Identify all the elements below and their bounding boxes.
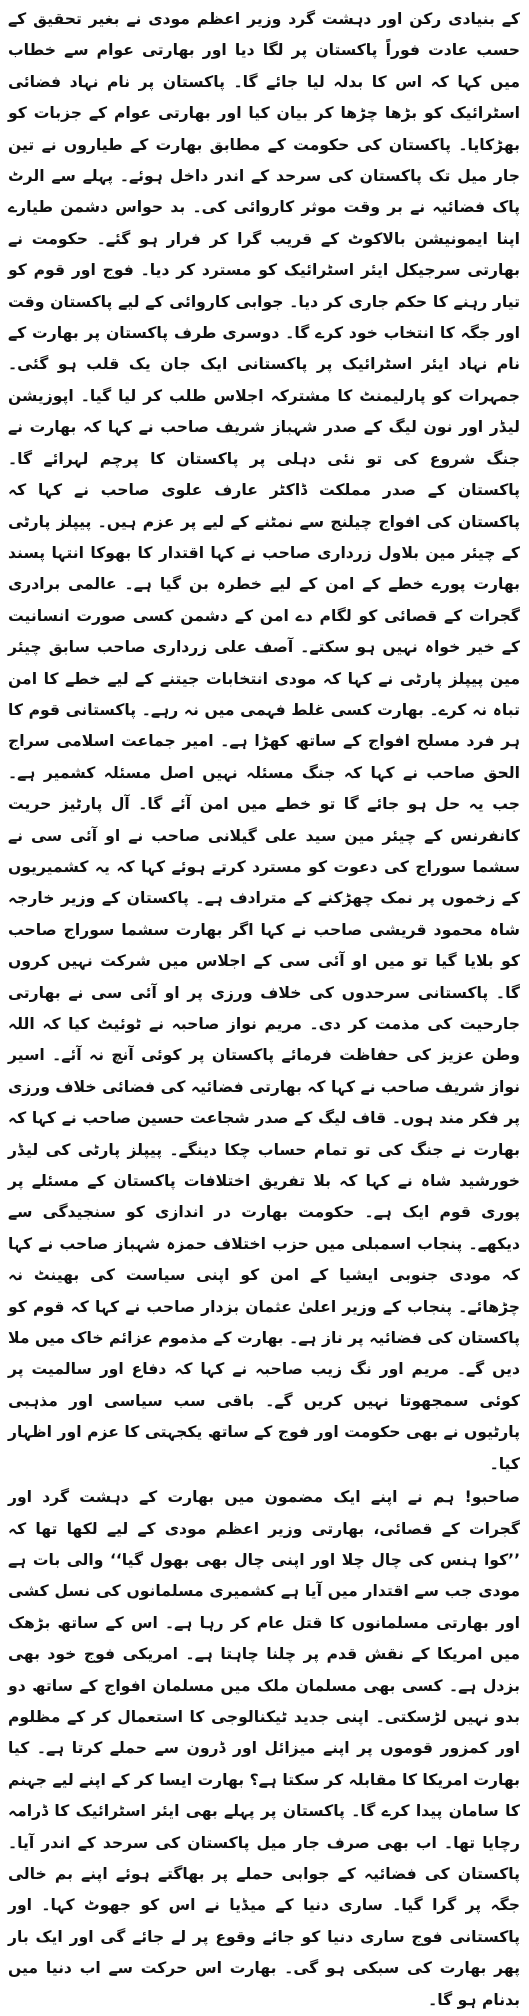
article-paragraph-1: کے بنیادی رکن اور دہشت گرد وزیر اعظم مودی نے بغیر تحقیق کے حسب عادت فوراً پاکستان پر لگا دیا اور بھارتی عوام سے خطاب میں کہا کہ اس کا بدلہ لیا جائے گا۔ پاکستان پر نام نہاد فضائی اسٹرائیک کو بڑھا چڑھا کر بیان کیا اور بھارتی عوام کے جزبات کو بھڑکایا۔ پاکستان کی حکومت کے مطابق بھارت کے طیاروں نے تین جار میل تک پاکستان کی سرحد کے اندر داخل ہوئے۔ پہلے سے الرٹ پاک فضائیہ نے بر وقت موثر کاروائی کی۔ بد حواس دشمن طیارے اپنا ایمونیشن بالاکوٹ کے قریب گرا کر فرار ہو گئے۔ حکومت نے بھارتی سرجیکل ایئر اسٹرائیک کو مسترد کر دیا۔ فوج اور قوم کو تیار رہنے کا حکم جاری کر دیا۔ جوابی کاروائی کے لیے پاکستان وقت اور جگہ کا انتخاب خود کرے گا۔ دوسری طرف پاکستان پر بھارت کے نام نہاد ایئر اسٹرائیک پر پاکستانی ایک جان یک قلب ہو گئی۔ جمہرات کو پارلیمنٹ کا مشترکہ اجلاس طلب کر لیا گیا۔ اپوزیشن لیڈر اور نون لیگ کے صدر شہباز شریف صاحب نے کہا کہ بھارت نے جنگ شروع کی تو نئی دہلی پر پاکستان کا پرچم لہرائے گا۔ پاکستان کے صدر مملکت ڈاکٹر عارف علوی صاحب نے کہا کہ پاکستان کی افواج چیلنج سے نمٹنے کے لیے پر عزم ہیں۔ پیپلز پارٹی کے چیئر مین بلاول زرداری صاحب نے کہا اقتدار کا بھوکا انتہا پسند بھارت پورے خطے کے امن کے لیے خطرہ بن گیا ہے۔ عالمی برادری گجرات کے قصائی کو لگام دے امن کے دشمن کسی صورت انسانیت کے خیر خواہ نہیں ہو سکتے۔ آصف علی زرداری صاحب سابق چیئر مین پیپلز پارٹی نے کہا کہ مودی انتخابات جیتنے کے لیے خطے کا امن تباہ نہ کرے۔ بھارت کسی غلط فہمی میں نہ رہے۔ پاکستانی قوم کا ہر فرد مسلح افواج کے ساتھ کھڑا ہے۔ امیر جماعت اسلامی سراج الحق صاحب نے کہا کہ جنگ مسئلہ نہیں اصل مسئلہ کشمیر ہے۔ جب یہ حل ہو جائے گا تو خطے میں امن آئے گا۔ آل پارٹیز حریت کانفرنس کے چیئر مین سید علی گیلانی صاحب نے او آئی سی نے سشما سوراج کی دعوت کو مسترد کرتے ہوئے کہا کہ یہ کشمیریوں کے زخموں پر نمک چھڑکنے کے مترادف ہے۔ پاکستان کے وزیر خارجہ شاہ محمود قریشی صاحب نے کہا اگر بھارت سشما سوراج صاحب کو بلایا گیا تو میں او آئی سی کے اجلاس میں شرکت نہیں کروں گا۔ پاکستانی سرحدوں کی خلاف ورزی پر او آئی سی نے بھارتی جارحیت کی مذمت کر دی۔ مریم نواز صاحبہ نے ٹوئیٹ کیا کہ اللہ وطن عزیز کی حفاظت فرمائے پاکستان پر کوئی آنچ نہ آئے۔ اسیر نواز شریف صاحب نے کہا کہ بھارتی فضائیہ کی فضائی خلاف ورزی پر فکر مند ہوں۔ قاف لیگ کے صدر شجاعت حسین صاحب نے کہا کہ بھارت نے جنگ کی تو تمام حساب چکا دینگے۔ پیپلز پارٹی کی لیڈر خورشید شاہ نے کہا کہ بلا تفریق اختلافات پاکستان کے مسئلے پر پوری قوم ایک ہے۔ حکومت بھارت در اندازی کو سنجیدگی سے دیکھے۔ پنجاب اسمبلی میں حزب اختلاف حمزہ شہباز صاحب نے کہا کہ مودی جنوبی ایشیا کے امن کو اپنی سیاست کی بھینٹ نہ چڑھائے۔ پنجاب کے وزیر اعلیٰ عثمان بزدار صاحب نے کہا کہ قوم کو پاکستان کی فضائیہ پر ناز ہے۔ بھارت کے مذموم عزائم خاک میں ملا دیں گے۔ مریم اور نگ زیب صاحبہ نے کہا کہ دفاع اور سالمیت پر کوئی سمجھوتا نہیں کریں گے۔ باقی سب سیاسی اور مذہبی پارٹیوں نے بھی حکومت اور فوج کے ساتھ یکجہتی کا عزم اور اظہار کیا۔ — [8, 10, 520, 1473]
article-paragraph-2: صاحبو! ہم نے اپنے ایک مضمون میں بھارت کے دہشت گرد اور گجرات کے قصائی، بھارتی وزیر اعظم مودی کے لیے لکھا تھا کہ ’’کوا ہنس کی چال چلا اور اپنی چال بھی بھول گیا‘‘ والی بات ہے مودی جب سے اقتدار میں آیا ہے کشمیری مسلمانوں کی نسل کشی اور بھارتی مسلمانوں کا قتل عام کر رہا ہے۔ اس کے ساتھ بڑھک میں امریکا کے نقش قدم پر چلنا چاہتا ہے۔ امریکی فوج خود بھی بزدل ہے۔ کسی بھی مسلمان ملک میں مسلمان افواج کے ساتھ دو بدو نہیں لڑسکتی۔ اپنی جدید ٹیکنالوجی کا استعمال کر کے مظلوم اور کمزور قوموں پر اپنے میزائل اور ڈرون سے حملے کرتا ہے۔ کیا بھارت امریکا کا مقابلہ کر سکتا ہے؟ بھارت ایسا کر کے اپنے لیے جہنم کا سامان پیدا کرے گا۔ پاکستان پر پہلے بھی ایئر اسٹرائیک کا ڈرامہ رچایا تھا۔ اب بھی صرف جار میل پاکستان کی سرحد کے اندر آیا۔ پاکستان کی فضائیہ کے جوابی حملے پر بھاگتے ہوئے اپنے بم خالی جگہ پر گرا گیا۔ ساری دنیا کے میڈیا نے اس کو جھوٹ کہا۔ اور پاکستانی فوج ساری دنیا کو جائے وقوع پر لے جائے گی اور ایک بار پھر بھارت کی سبکی ہو گی۔ بھارت اس حرکت سے اب دنیا میں بدنام ہو گا۔ — [7, 1488, 520, 2009]
